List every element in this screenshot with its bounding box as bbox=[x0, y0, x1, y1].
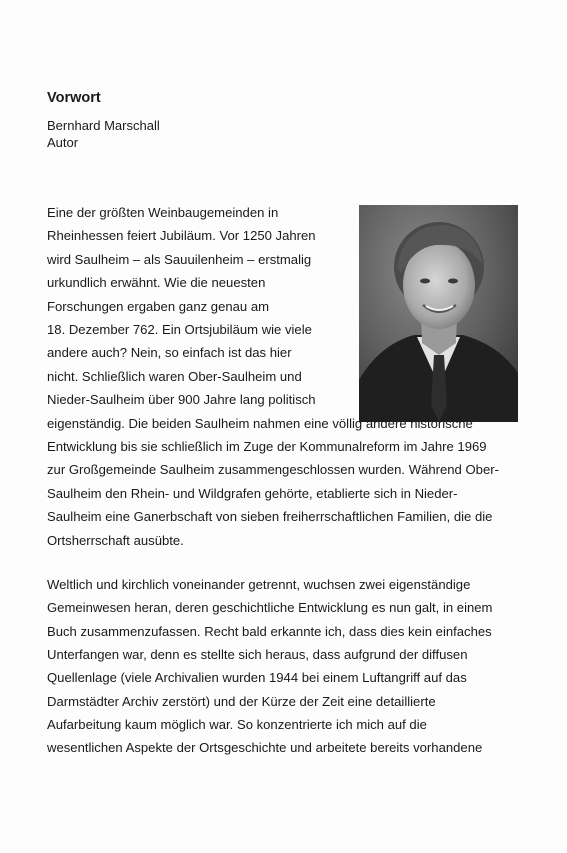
author-role: Autor bbox=[47, 135, 79, 150]
text-line: nicht. Schließlich waren Ober-Saulheim und bbox=[47, 368, 302, 384]
text-line: Aufarbeitung kaum möglich war. So konzentrierte ich mich auf die bbox=[47, 716, 427, 732]
text-line: Rheinhessen feiert Jubiläum. Vor 1250 Jahren bbox=[47, 228, 316, 244]
text-line: andere auch? Nein, so einfach ist das hier bbox=[47, 345, 292, 361]
text-line: wesentlichen Aspekte der Ortsgeschichte und arbeitete bereits vorhandene bbox=[47, 740, 483, 756]
text-line: Darmstädter Archiv zerstört) und der Kürze der Zeit eine detaillierte bbox=[47, 693, 436, 709]
text-line: Entwicklung bis sie schließlich im Zuge der Kommunalreform im Jahre 1969 bbox=[47, 439, 487, 454]
text-line: Unterfangen war, denn es stellte sich heraus, dass aufgrund der diffusen bbox=[47, 646, 468, 662]
text-line: eigenständig. Die beiden Saulheim nahmen eine völlig andere historische bbox=[47, 415, 473, 431]
page-title: Vorwort bbox=[47, 90, 101, 106]
text-line: zur Großgemeinde Saulheim zusammengeschlossen wurden. Während Ober- bbox=[47, 462, 499, 478]
text-line: wird Saulheim – als Sauuilenheim – erstmalig bbox=[47, 251, 312, 267]
text-line: Ortsherrschaft ausübte. bbox=[47, 532, 184, 548]
author-portrait bbox=[359, 205, 518, 422]
text-line: Quellenlage (viele Archivalien wurden 1944 bei einem Luftangriff auf das bbox=[47, 670, 467, 686]
author-name: Bernhard Marschall bbox=[47, 118, 160, 133]
text-line: Saulheim den Rhein- und Wildgrafen gehörte, etablierte sich in Nieder- bbox=[47, 485, 458, 501]
text-line: urkundlich erwähnt. Wie die neuesten bbox=[47, 275, 266, 291]
text-line: Eine der größten Weinbaugemeinden in bbox=[47, 205, 279, 220]
text-line: Buch zusammenzufassen. Recht bald erkannte ich, dass dies kein einfaches bbox=[47, 623, 492, 639]
text-line: 18. Dezember 762. Ein Ortsjubiläum wie viele bbox=[47, 322, 312, 337]
text-line: Gemeinwesen heran, deren geschichtliche Entwicklung es nun galt, in einem bbox=[47, 600, 493, 616]
text-line: Nieder-Saulheim über 900 Jahre lang politisch bbox=[47, 392, 316, 408]
text-line: Forschungen ergaben ganz genau am bbox=[47, 298, 270, 314]
text-line: Weltlich und kirchlich voneinander getrennt, wuchsen zwei eigenständige bbox=[47, 577, 471, 592]
text-line: Saulheim eine Ganerbschaft von sieben freiherrschaftlichen Familien, die die bbox=[47, 509, 493, 525]
